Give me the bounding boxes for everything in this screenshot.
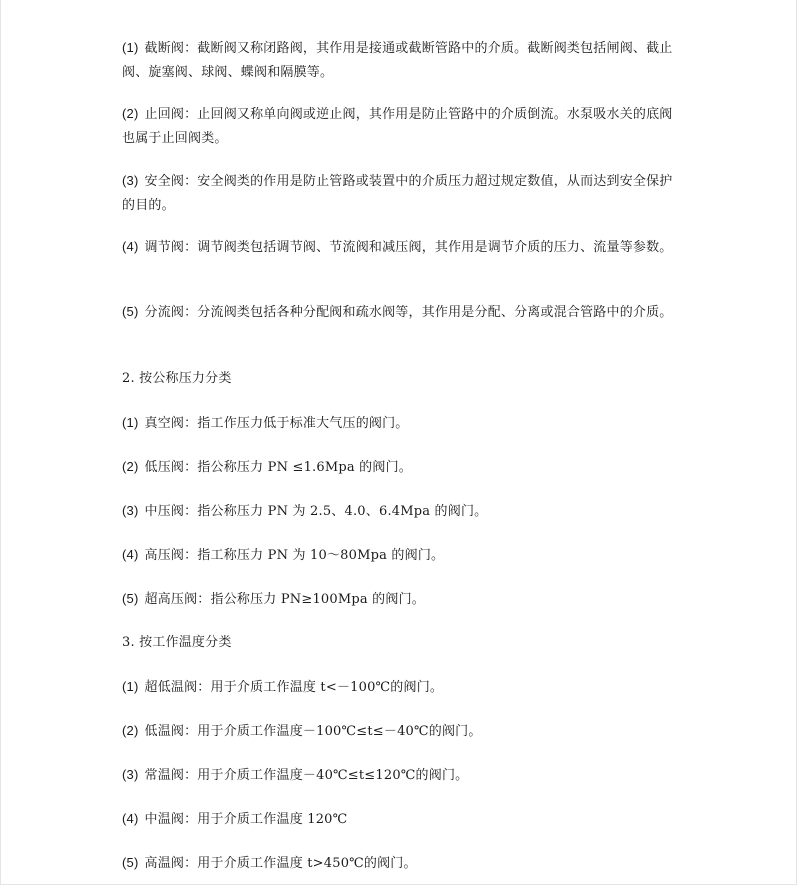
paragraph-regulating-valve [122, 235, 682, 260]
list-item-medium-temperature-valve [122, 807, 682, 832]
item-number: (4) [122, 811, 139, 826]
item-text: 高压阀：指工称压力 PN 为 10～80Mpa 的阀门。 [144, 548, 445, 563]
paragraph-check-valve [122, 102, 682, 151]
list-item-ultra-high-pressure-valve [122, 587, 682, 612]
item-number: (3) [122, 503, 139, 518]
section-heading-pressure: 2. 按公称压力分类 [122, 371, 232, 386]
paragraph-text: 调节阀：调节阀类包括调节阀、节流阀和减压阀，其作用是调节介质的压力、流量等参数。 [144, 240, 673, 255]
list-item-medium-pressure-valve [122, 499, 682, 524]
list-item-cryogenic-valve [122, 675, 682, 700]
paragraph-number: (4) [122, 239, 139, 254]
item-text: 超低温阀：用于介质工作温度 t<－100℃的阀门。 [144, 680, 444, 695]
item-number: (2) [122, 459, 139, 474]
paragraph-safety-valve [122, 169, 682, 218]
item-number: (4) [122, 547, 139, 562]
paragraph-number: (5) [122, 304, 139, 319]
paragraph-diverter-valve [122, 300, 682, 325]
item-text: 超高压阀：指公称压力 PN≥100Mpa 的阀门。 [144, 592, 425, 607]
item-number: (1) [122, 415, 139, 430]
paragraph-number: (2) [122, 106, 139, 121]
list-item-high-pressure-valve [122, 543, 682, 568]
list-item-high-temperature-valve [122, 851, 682, 876]
paragraph-text: 安全阀：安全阀类的作用是防止管路或装置中的介质压力超过规定数值，从而达到安全保护的目的。 [122, 174, 673, 213]
paragraph-number: (3) [122, 173, 139, 188]
item-number: (1) [122, 679, 139, 694]
paragraph-text: 分流阀：分流阀类包括各种分配阀和疏水阀等，其作用是分配、分离或混合管路中的介质。 [144, 305, 673, 320]
list-item-normal-temperature-valve [122, 763, 682, 788]
item-text: 低压阀：指公称压力 PN ≤1.6Mpa 的阀门。 [144, 460, 412, 475]
item-text: 中温阀：用于介质工作温度 120℃ [144, 812, 348, 827]
item-text: 低温阀：用于介质工作温度－100℃≤t≤－40℃的阀门。 [144, 724, 482, 739]
list-item-low-pressure-valve [122, 455, 682, 480]
item-number: (2) [122, 723, 139, 738]
list-item-vacuum-valve [122, 411, 682, 436]
item-text: 高温阀：用于介质工作温度 t>450℃的阀门。 [144, 856, 417, 871]
section-heading-temperature: 3. 按工作温度分类 [122, 635, 232, 650]
paragraph-number: (1) [122, 40, 139, 55]
item-number: (5) [122, 591, 139, 606]
item-text: 常温阀：用于介质工作温度－40℃≤t≤120℃的阀门。 [144, 768, 469, 783]
item-number: (3) [122, 767, 139, 782]
list-item-low-temperature-valve [122, 719, 682, 744]
paragraph-shutoff-valve [122, 36, 682, 85]
item-text: 中压阀：指公称压力 PN 为 2.5、4.0、6.4Mpa 的阀门。 [144, 504, 488, 519]
paragraph-text: 截断阀：截断阀又称闭路阀，其作用是接通或截断管路中的介质。截断阀类包括闸阀、截止阀、旋塞阀、球阀、蝶阀和隔膜等。 [122, 41, 673, 80]
paragraph-text: 止回阀：止回阀又称单向阀或逆止阀，其作用是防止管路中的介质倒流。水泵吸水关的底阀也属于止回阀类。 [122, 107, 673, 146]
item-number: (5) [122, 855, 139, 870]
item-text: 真空阀：指工作压力低于标准大气压的阀门。 [144, 416, 409, 431]
